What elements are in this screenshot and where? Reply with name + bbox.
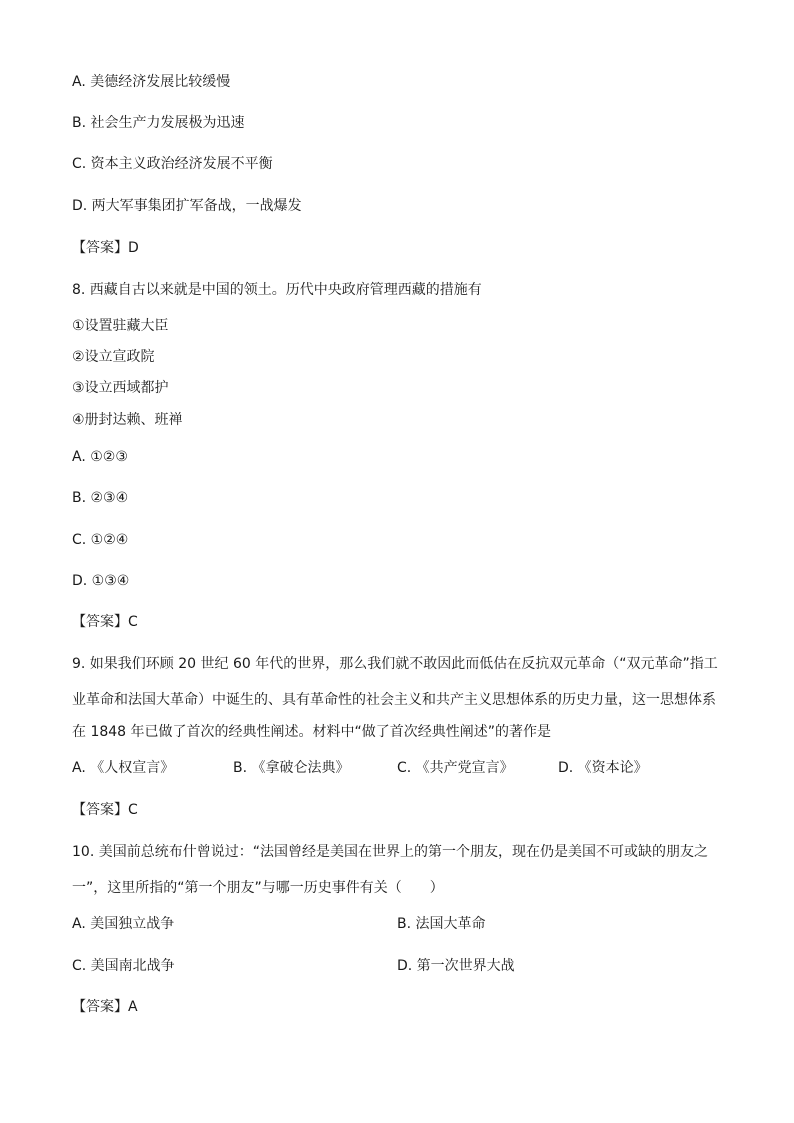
- q8-item-2: ②设立宣政院: [72, 349, 155, 365]
- q9-stem-line-2: 业革命和法国大革命）中诞生的、具有革命性的社会主义和共产主义思想体系的历史力量，这一思想体系: [72, 692, 716, 708]
- q8-option-c: C. ①②④: [72, 532, 129, 548]
- q9-option-a: A. 《人权宣言》: [72, 760, 175, 776]
- q7-option-a: A. 美德经济发展比较缓慢: [72, 74, 231, 90]
- q8-option-d: D. ①③④: [72, 573, 130, 589]
- q9-option-d: D. 《资本论》: [558, 760, 648, 776]
- q9-answer: [72, 800, 138, 820]
- answer-label: 【答案】: [72, 614, 128, 630]
- q8-answer: [72, 612, 138, 632]
- q10-option-b: B. 法国大革命: [397, 916, 486, 932]
- q8-item-4: ④册封达赖、班禅: [72, 412, 183, 428]
- q9-stem-line-3: 在 1848 年已做了首次的经典性阐述。材料中“做了首次经典性阐述”的著作是: [72, 724, 552, 740]
- q7-option-b: B. 社会生产力发展极为迅速: [72, 115, 245, 131]
- q10-stem-line-2: 一”，这里所指的“第一个朋友”与哪一历史事件有关（ ）: [72, 880, 444, 896]
- answer-label: 【答案】: [72, 999, 128, 1015]
- answer-label: 【答案】: [72, 802, 128, 818]
- answer-label: 【答案】: [72, 240, 128, 256]
- q7-answer: [72, 238, 139, 258]
- answer-value: C: [128, 802, 138, 818]
- q9-option-b: B. 《拿破仑法典》: [233, 760, 350, 776]
- q8-option-a: A. ①②③: [72, 449, 128, 465]
- answer-value: A: [128, 999, 138, 1015]
- q8-item-1: ①设置驻藏大臣: [72, 318, 169, 334]
- q7-option-c: C. 资本主义政治经济发展不平衡: [72, 156, 273, 172]
- answer-value: D: [128, 240, 139, 256]
- q9-option-c: C. 《共产党宣言》: [397, 760, 514, 776]
- q10-option-c: C. 美国南北战争: [72, 958, 175, 974]
- q10-option-a: A. 美国独立战争: [72, 916, 175, 932]
- q10-option-d: D. 第一次世界大战: [397, 958, 515, 974]
- q10-stem-line-1: 10. 美国前总统布什曾说过：“法国曾经是美国在世界上的第一个朋友，现在仍是美国不可或缺的朋友之: [72, 844, 708, 860]
- q8-stem: 8. 西藏自古以来就是中国的领土。历代中央政府管理西藏的措施有: [72, 282, 482, 298]
- q7-option-d: D. 两大军事集团扩军备战，一战爆发: [72, 198, 302, 214]
- q9-stem-line-1: 9. 如果我们环顾 20 世纪 60 年代的世界，那么我们就不敢因此而低估在反抗双元革命（“双元革命”指工: [72, 656, 718, 672]
- answer-value: C: [128, 614, 138, 630]
- q8-option-b: B. ②③④: [72, 490, 129, 506]
- q10-answer: [72, 997, 138, 1017]
- q8-item-3: ③设立西域都护: [72, 380, 169, 396]
